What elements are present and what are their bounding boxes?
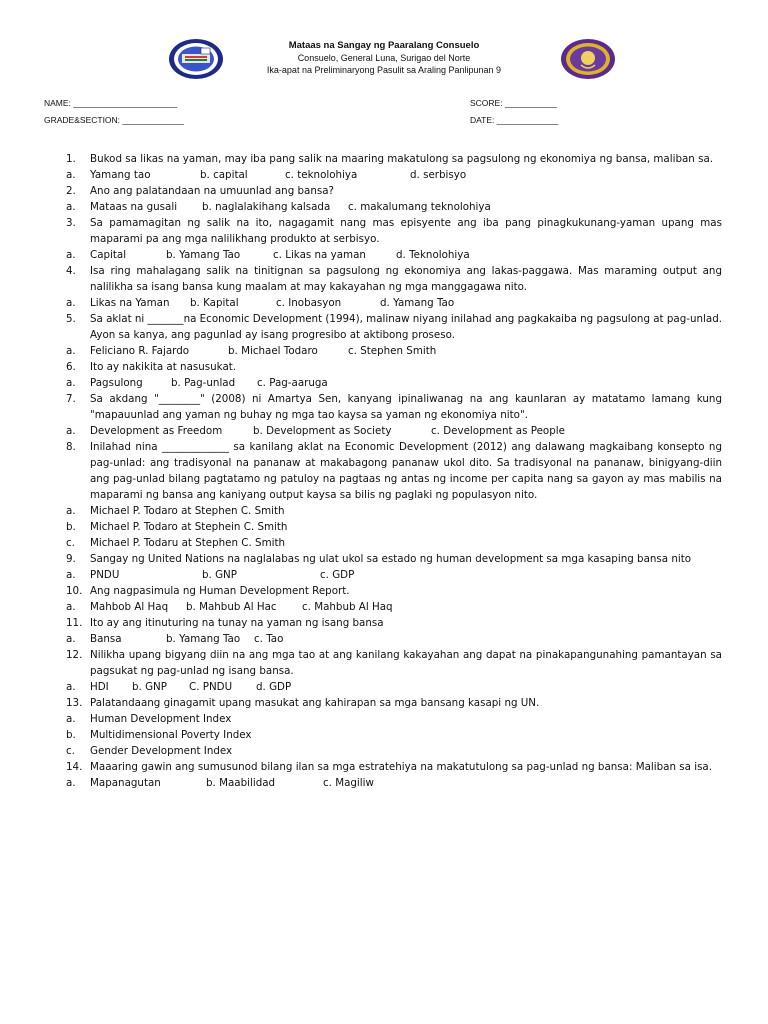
choice-option[interactable]: Mahbob Al Haq (90, 601, 169, 613)
question-5-choices (66, 343, 722, 359)
choice-option[interactable]: Mapanagutan (90, 777, 161, 789)
question-number: 13. (66, 697, 83, 709)
question-3-choices (66, 247, 722, 263)
question-12-choices (66, 679, 722, 695)
question-8-choice-c[interactable] (66, 535, 722, 551)
question-text: Inilahad nina _____________ sa kanilang aklat na Economic Development (2012) ang dalawang magkaibang konsepto ng pag-unlad: ang tradisyonal na pananaw at makabagong pananaw ukol dito. Sa tradisyonal na pananaw, binigyang-diin ang pag-unlad bilang pagtatamo ng patuloy na pagtaas ng antas ng income per capita nang sa gayon ay mas mabilis na maparami ng bansa ang kaniyang output kaysa sa bilis ng paglaki ng populasyon nito. (90, 441, 722, 501)
question-13-choice-c[interactable] (66, 743, 722, 759)
question-9-choices (66, 567, 722, 583)
question-8 (66, 439, 722, 503)
choice-option[interactable]: Michael P. Todaro at Stephein C. Smith (90, 521, 288, 533)
choice-letter: a. (66, 377, 76, 389)
choice-letter: a. (66, 169, 76, 181)
choice-letter: c. (66, 537, 75, 549)
question-number: 6. (66, 361, 76, 373)
choice-option[interactable]: Gender Development Index (90, 745, 233, 757)
question-4 (66, 263, 722, 295)
choice-option[interactable]: Likas na Yaman (90, 297, 170, 309)
question-list (66, 151, 722, 791)
choice-letter: a. (66, 345, 76, 357)
choice-option[interactable]: Feliciano R. Fajardo (90, 345, 190, 357)
choice-option[interactable]: c. GDP (320, 569, 355, 581)
choice-option[interactable]: b. Maabilidad (206, 777, 276, 789)
choice-option[interactable]: b. naglalakihang kalsada (202, 201, 331, 213)
choice-option[interactable]: Multidimensional Poverty Index (90, 729, 252, 741)
exam-title: Ika-apat na Preliminaryong Pasulit sa Araling Panlipunan 9 (266, 65, 502, 75)
question-number: 3. (66, 217, 76, 229)
question-10-choices (66, 599, 722, 615)
question-number: 1. (66, 153, 76, 165)
question-number: 11. (66, 617, 83, 629)
question-7-choices (66, 423, 722, 439)
choice-option[interactable]: b. GNP (132, 681, 167, 693)
question-4-choices (66, 295, 722, 311)
date-field[interactable]: DATE: _____________ (470, 115, 559, 125)
school-address: Consuelo, General Luna, Surigao del Norte (297, 53, 471, 63)
question-10 (66, 583, 722, 599)
choice-option[interactable]: C. PNDU (189, 681, 233, 693)
header-text-block (200, 40, 568, 76)
choice-option[interactable]: c. Development as People (431, 425, 565, 437)
question-6 (66, 359, 722, 375)
choice-letter: a. (66, 633, 76, 645)
question-number: 2. (66, 185, 76, 197)
choice-letter: a. (66, 681, 76, 693)
question-6-choices (66, 375, 722, 391)
choice-option[interactable]: b. GNP (202, 569, 237, 581)
question-number: 4. (66, 265, 76, 277)
question-11-choices (66, 631, 722, 647)
choice-letter: a. (66, 249, 76, 261)
choice-option[interactable]: Michael P. Todaru at Stephen C. Smith (90, 537, 286, 549)
question-text: Isa ring mahalagang salik na tinitignan sa pagsulong ng ekonomiya ang lakas-paggawa. Mas maraming output ang nalilikha sa isang bansa kung maalam at may kakayahan ng mga manggagawa nito. (90, 265, 722, 293)
choice-option[interactable]: c. Tao (254, 633, 284, 645)
question-text: Sa aklat ni _______na Economic Development (1994), malinaw niyang inilahad ang pagkakaiba ng pagsulong at pag-unlad. Ayon sa kanya, ang pagunlad ay isang progresibo at aktibong proseso. (90, 313, 723, 341)
choice-option[interactable]: c. Pag-aaruga (257, 377, 328, 389)
choice-option[interactable]: Pagsulong (90, 377, 143, 389)
choice-option[interactable]: Development as Freedom (90, 425, 223, 437)
question-11 (66, 615, 722, 631)
question-text: Maaaring gawin ang sumusunod bilang ilan sa mga estratehiya na makatutulong sa pag-unlad ng bansa: Maliban sa isa. (90, 761, 713, 773)
question-1 (66, 151, 722, 167)
choice-option[interactable]: HDI (90, 681, 109, 693)
score-field[interactable]: SCORE: ___________ (470, 98, 557, 108)
choice-option[interactable]: c. makalumang teknolohiya (348, 201, 491, 213)
question-12 (66, 647, 722, 679)
question-number: 8. (66, 441, 76, 453)
question-number: 14. (66, 761, 83, 773)
question-2 (66, 183, 722, 199)
question-5 (66, 311, 722, 343)
question-number: 5. (66, 313, 76, 325)
school-name: Mataas na Sangay ng Paaralang Consuelo (288, 40, 480, 51)
choice-option[interactable]: d. Teknolohiya (396, 249, 470, 261)
question-7 (66, 391, 722, 423)
choice-option[interactable]: d. GDP (256, 681, 292, 693)
exam-header (0, 38, 768, 88)
choice-letter: a. (66, 713, 76, 725)
question-1-choices (66, 167, 722, 183)
choice-option[interactable]: c. Stephen Smith (348, 345, 437, 357)
department-seal-icon (560, 38, 616, 80)
choice-option[interactable]: c. Likas na yaman (273, 249, 366, 261)
question-13-choice-b[interactable] (66, 727, 722, 743)
choice-letter: a. (66, 297, 76, 309)
choice-option[interactable]: Yamang tao (90, 169, 151, 181)
choice-option[interactable]: Bansa (90, 633, 122, 645)
choice-letter: a. (66, 505, 76, 517)
choice-option[interactable]: b. capital (200, 169, 248, 181)
choice-option[interactable]: b. Kapital (190, 297, 239, 309)
question-text: Ito ay ang itinuturing na tunay na yaman ng isang bansa (90, 617, 384, 629)
choice-option[interactable]: Mataas na gusali (90, 201, 178, 213)
question-number: 7. (66, 393, 76, 405)
question-text: Sangay ng United Nations na naglalabas ng ulat ukol sa estado ng human development sa mga kasaping bansa nito (90, 553, 692, 565)
choice-option[interactable]: c. Inobasyon (276, 297, 342, 309)
question-text: Nilikha upang bigyang diin na ang mga tao at ang kanilang kakayahan ang dapat na pinakapangunahing pamantayan sa pagsukat ng pag-unlad ng isang bansa. (90, 649, 722, 677)
question-14-choices (66, 775, 722, 791)
question-8-choice-a[interactable] (66, 503, 722, 519)
question-number: 9. (66, 553, 76, 565)
choice-option[interactable]: b. Yamang Tao (166, 249, 241, 261)
question-8-choice-b[interactable] (66, 519, 722, 535)
question-number: 10. (66, 585, 83, 597)
question-13 (66, 695, 722, 711)
choice-option[interactable]: c. Mahbub Al Haq (302, 601, 393, 613)
choice-option[interactable]: Human Development Index (90, 713, 232, 725)
question-2-choices (66, 199, 722, 215)
question-13-choice-a[interactable] (66, 711, 722, 727)
name-field[interactable]: NAME: ______________________ (44, 98, 178, 108)
choice-option[interactable]: b. Mahbub Al Hac (186, 601, 277, 613)
choice-option[interactable]: Michael P. Todaro at Stephen C. Smith (90, 505, 285, 517)
question-3 (66, 215, 722, 247)
choice-letter: a. (66, 201, 76, 213)
choice-letter: a. (66, 425, 76, 437)
question-14 (66, 759, 722, 775)
choice-option[interactable]: c. teknolohiya (285, 169, 358, 181)
choice-option[interactable]: b. Pag-unlad (171, 377, 236, 389)
choice-option[interactable]: d. Yamang Tao (380, 297, 455, 309)
choice-option[interactable]: Capital (90, 249, 127, 261)
choice-option[interactable]: c. Magiliw (323, 777, 374, 789)
question-text: Ano ang palatandaan na umuunlad ang bansa? (90, 185, 335, 197)
choice-option[interactable]: d. serbisyo (410, 169, 467, 181)
choice-letter: a. (66, 777, 76, 789)
question-number: 12. (66, 649, 83, 661)
choice-option[interactable]: b. Michael Todaro (228, 345, 318, 357)
choice-letter: b. (66, 729, 76, 741)
choice-letter: a. (66, 601, 76, 613)
choice-option[interactable]: b. Development as Society (253, 425, 392, 437)
question-text: Ang nagpasimula ng Human Development Report. (90, 585, 350, 597)
question-text: Sa akdang "________" (2008) ni Amartya Sen, kanyang ipinaliwanag na ang kaunlaran ay matatamo lamang kung "mapauunlad ang yaman ng buhay ng mga tao kaysa sa yaman ng ekonomiya nito". (90, 393, 722, 421)
choice-letter: a. (66, 569, 76, 581)
question-text: Ito ay nakikita at nasusukat. (90, 361, 237, 373)
question-text: Bukod sa likas na yaman, may iba pang salik na maaring makatulong sa pagsulong ng ekonomiya ng bansa, maliban sa. (90, 153, 714, 165)
grade-section-field[interactable]: GRADE&SECTION: _____________ (44, 115, 184, 125)
choice-letter: b. (66, 521, 76, 533)
question-text: Palatandaang ginagamit upang masukat ang kahirapan sa mga bansang kasapi ng UN. (90, 697, 540, 709)
choice-letter: c. (66, 745, 75, 757)
choice-option[interactable]: b. Yamang Tao (166, 633, 241, 645)
question-text: Sa pamamagitan ng salik na ito, nagagamit nang mas episyente ang iba pang pinagkukunang-yaman upang mas maparami pa ang mga nalilikhang produkto at serbisyo. (90, 217, 722, 245)
choice-option[interactable]: PNDU (90, 569, 120, 581)
question-9 (66, 551, 722, 567)
